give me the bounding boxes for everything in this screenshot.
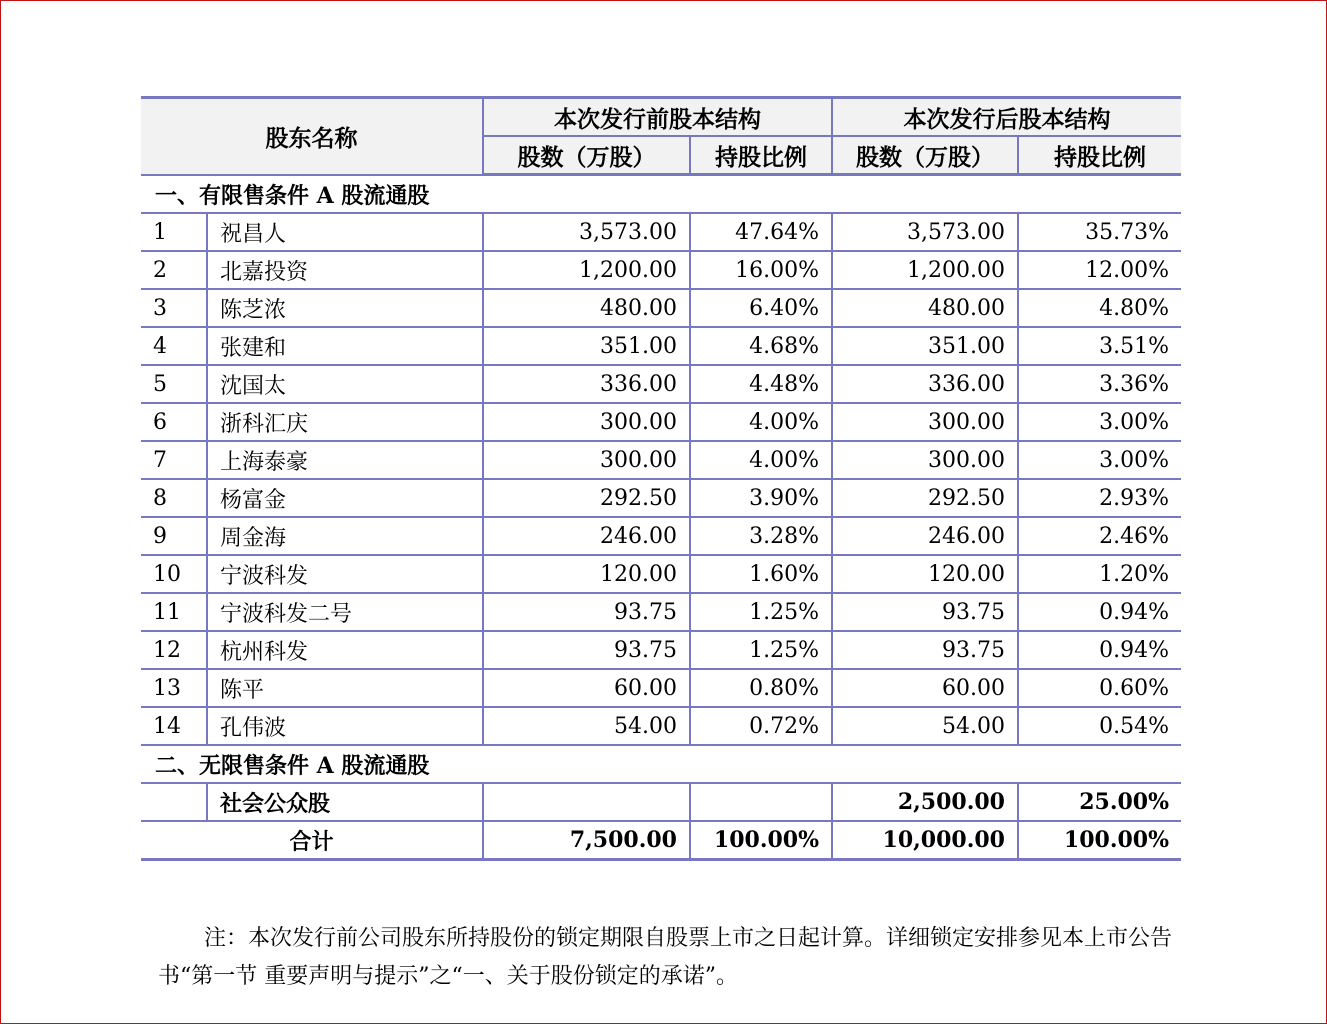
table-row xyxy=(141,593,1181,631)
total-row xyxy=(141,821,1181,860)
public-shares-row xyxy=(141,783,1181,821)
shareholding-table xyxy=(141,96,1181,861)
public-name: 社会公众股 xyxy=(207,783,483,821)
row-index: 1 xyxy=(141,213,207,251)
after-ratio: 4.80% xyxy=(1018,289,1181,327)
before-ratio: 4.00% xyxy=(690,441,832,479)
before-ratio: 3.28% xyxy=(690,517,832,555)
row-index: 4 xyxy=(141,327,207,365)
shareholder-name: 上海泰豪 xyxy=(207,441,483,479)
section-unrestricted-label: 二、无限售条件 A 股流通股 xyxy=(141,745,1181,783)
after-ratio: 2.46% xyxy=(1018,517,1181,555)
public-after-ratio: 25.00% xyxy=(1018,783,1181,821)
public-before-ratio xyxy=(690,783,832,821)
row-index: 10 xyxy=(141,555,207,593)
public-index xyxy=(141,783,207,821)
after-shares: 292.50 xyxy=(832,479,1018,517)
public-after-shares: 2,500.00 xyxy=(832,783,1018,821)
table-footnote: 注：本次发行前公司股东所持股份的锁定期限自股票上市之日起计算。详细锁定安排参见本上市公告书“第一节 重要声明与提示”之“一、关于股份锁定的承诺”。 xyxy=(158,926,1173,989)
shareholder-name: 浙科汇庆 xyxy=(207,403,483,441)
before-ratio: 1.25% xyxy=(690,593,832,631)
after-shares: 93.75 xyxy=(832,631,1018,669)
shareholder-name: 陈平 xyxy=(207,669,483,707)
shareholder-name: 张建和 xyxy=(207,327,483,365)
header-after-shares: 股数（万股） xyxy=(832,136,1018,175)
shareholder-name: 杨富金 xyxy=(207,479,483,517)
header-after-ratio: 持股比例 xyxy=(1018,136,1181,175)
before-shares: 93.75 xyxy=(483,631,690,669)
after-ratio: 2.93% xyxy=(1018,479,1181,517)
header-before-ratio: 持股比例 xyxy=(690,136,832,175)
shareholder-name: 祝昌人 xyxy=(207,213,483,251)
before-shares: 1,200.00 xyxy=(483,251,690,289)
total-label: 合计 xyxy=(141,821,483,860)
table-row xyxy=(141,327,1181,365)
after-shares: 300.00 xyxy=(832,441,1018,479)
shareholder-name: 陈芝浓 xyxy=(207,289,483,327)
row-index: 3 xyxy=(141,289,207,327)
after-ratio: 0.94% xyxy=(1018,631,1181,669)
table-row xyxy=(141,555,1181,593)
before-ratio: 0.80% xyxy=(690,669,832,707)
before-shares: 292.50 xyxy=(483,479,690,517)
table-row xyxy=(141,289,1181,327)
shareholder-name: 沈国太 xyxy=(207,365,483,403)
table-row xyxy=(141,213,1181,251)
after-shares: 93.75 xyxy=(832,593,1018,631)
section-restricted-label: 一、有限售条件 A 股流通股 xyxy=(141,175,1181,214)
after-ratio: 3.00% xyxy=(1018,403,1181,441)
table-row xyxy=(141,631,1181,669)
row-index: 5 xyxy=(141,365,207,403)
before-ratio: 0.72% xyxy=(690,707,832,745)
table-row xyxy=(141,707,1181,745)
after-shares: 336.00 xyxy=(832,365,1018,403)
after-ratio: 0.94% xyxy=(1018,593,1181,631)
row-index: 7 xyxy=(141,441,207,479)
after-ratio: 3.00% xyxy=(1018,441,1181,479)
public-before-shares xyxy=(483,783,690,821)
after-shares: 246.00 xyxy=(832,517,1018,555)
before-ratio: 16.00% xyxy=(690,251,832,289)
row-index: 6 xyxy=(141,403,207,441)
total-before-shares: 7,500.00 xyxy=(483,821,690,860)
section-restricted xyxy=(141,175,1181,214)
before-shares: 93.75 xyxy=(483,593,690,631)
after-ratio: 3.51% xyxy=(1018,327,1181,365)
table-row xyxy=(141,669,1181,707)
after-shares: 351.00 xyxy=(832,327,1018,365)
after-ratio: 12.00% xyxy=(1018,251,1181,289)
shareholder-name: 宁波科发二号 xyxy=(207,593,483,631)
after-shares: 1,200.00 xyxy=(832,251,1018,289)
after-ratio: 0.60% xyxy=(1018,669,1181,707)
after-ratio: 1.20% xyxy=(1018,555,1181,593)
shareholder-name: 北嘉投资 xyxy=(207,251,483,289)
table-row xyxy=(141,479,1181,517)
row-index: 9 xyxy=(141,517,207,555)
total-after-shares: 10,000.00 xyxy=(832,821,1018,860)
shareholder-name: 杭州科发 xyxy=(207,631,483,669)
shareholder-name: 宁波科发 xyxy=(207,555,483,593)
after-ratio: 35.73% xyxy=(1018,213,1181,251)
row-index: 14 xyxy=(141,707,207,745)
before-shares: 246.00 xyxy=(483,517,690,555)
before-ratio: 4.68% xyxy=(690,327,832,365)
before-ratio: 4.48% xyxy=(690,365,832,403)
row-index: 2 xyxy=(141,251,207,289)
after-ratio: 3.36% xyxy=(1018,365,1181,403)
header-before-shares: 股数（万股） xyxy=(483,136,690,175)
before-ratio: 3.90% xyxy=(690,479,832,517)
before-ratio: 1.60% xyxy=(690,555,832,593)
after-shares: 480.00 xyxy=(832,289,1018,327)
before-ratio: 6.40% xyxy=(690,289,832,327)
table-row xyxy=(141,251,1181,289)
before-shares: 120.00 xyxy=(483,555,690,593)
before-ratio: 47.64% xyxy=(690,213,832,251)
before-shares: 60.00 xyxy=(483,669,690,707)
before-shares: 54.00 xyxy=(483,707,690,745)
after-shares: 3,573.00 xyxy=(832,213,1018,251)
row-index: 12 xyxy=(141,631,207,669)
before-ratio: 4.00% xyxy=(690,403,832,441)
total-after-ratio: 100.00% xyxy=(1018,821,1181,860)
table-row xyxy=(141,403,1181,441)
row-index: 13 xyxy=(141,669,207,707)
after-shares: 300.00 xyxy=(832,403,1018,441)
header-before-issue: 本次发行前股本结构 xyxy=(483,98,832,137)
header-shareholder-name: 股东名称 xyxy=(141,98,483,175)
shareholder-name: 孔伟波 xyxy=(207,707,483,745)
section-unrestricted xyxy=(141,745,1181,783)
before-shares: 300.00 xyxy=(483,441,690,479)
after-ratio: 0.54% xyxy=(1018,707,1181,745)
after-shares: 54.00 xyxy=(832,707,1018,745)
before-shares: 351.00 xyxy=(483,327,690,365)
table-row xyxy=(141,441,1181,479)
shareholder-name: 周金海 xyxy=(207,517,483,555)
before-ratio: 1.25% xyxy=(690,631,832,669)
row-index: 11 xyxy=(141,593,207,631)
total-before-ratio: 100.00% xyxy=(690,821,832,860)
header-after-issue: 本次发行后股本结构 xyxy=(832,98,1181,137)
after-shares: 120.00 xyxy=(832,555,1018,593)
row-index: 8 xyxy=(141,479,207,517)
before-shares: 3,573.00 xyxy=(483,213,690,251)
before-shares: 300.00 xyxy=(483,403,690,441)
table-row xyxy=(141,517,1181,555)
after-shares: 60.00 xyxy=(832,669,1018,707)
before-shares: 480.00 xyxy=(483,289,690,327)
before-shares: 336.00 xyxy=(483,365,690,403)
table-row xyxy=(141,365,1181,403)
